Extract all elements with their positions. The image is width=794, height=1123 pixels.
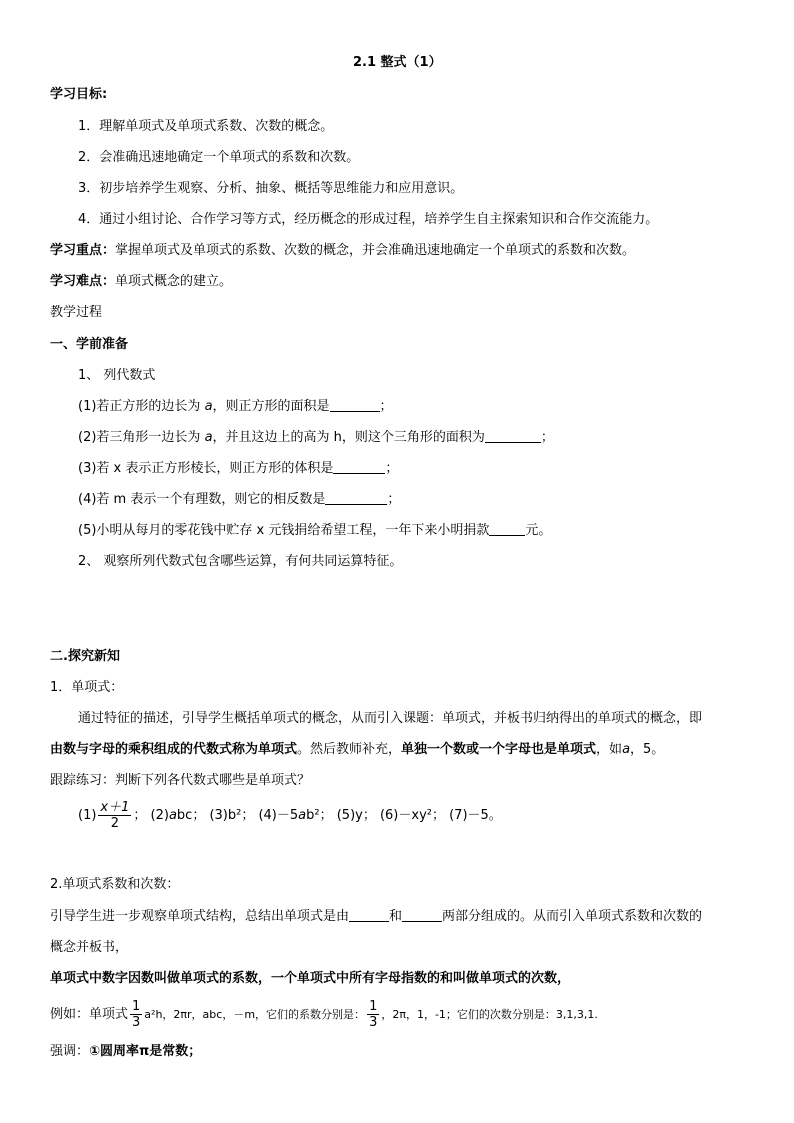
fraction: $\frac{1}{3}$ [369, 999, 378, 1030]
example: 例如：单项式 $\frac{1}{3}$ a²h，2πr，abc，－m，它们的系数分别是： $\frac{1}{3}$ ，2π，1，-1；它们的次数分别是：3,1,3,1. [50, 999, 598, 1030]
section2-sub1: 1．单项式： [50, 680, 124, 695]
page-title: 2.1 整式（1） [353, 55, 442, 70]
emphasis: 强调：①圆周率π是常数； [50, 1044, 202, 1059]
process-title: 教学过程 [50, 305, 103, 320]
key-point [50, 242, 635, 260]
key-point-label: 学习重点： [50, 243, 116, 258]
answer-blank[interactable] [485, 429, 541, 443]
question-2: (2)若三角形一边长为 a，并且这边上的高为 h，则这个三角形的面积为 ； [78, 430, 554, 445]
difficulty-text: 单项式概念的建立。 [115, 274, 233, 289]
fraction: $\frac{x+1}{2}$ [100, 800, 130, 831]
paragraph: 概念并板书， [50, 940, 129, 955]
question-3: (3)若 x 表示正方形棱长，则正方形的体积是 ； [78, 461, 399, 476]
objectives-heading: 学习目标: [50, 87, 108, 102]
answer-blank[interactable] [325, 491, 387, 505]
paragraph: 由数与字母的乘积组成的代数式称为单项式。然后教师补充，单独一个数或一个字母也是单项式，如a，5。 [50, 742, 665, 757]
fraction: $\frac{1}{3}$ [132, 999, 141, 1030]
answer-blank[interactable] [330, 398, 380, 412]
section2-sub2: 2.单项式系数和次数： [50, 877, 180, 892]
paragraph: 通过特征的描述，引导学生概括单项式的概念，从而引入课题：单项式，并板书归纳得出的单项式的概念，即 [78, 711, 703, 726]
question-4: (4)若 m 表示一个有理数，则它的相反数是 ； [78, 492, 401, 507]
objective-item: 2．会准确迅速地确定一个单项式的系数和次数。 [78, 150, 360, 165]
difficulty-label: 学习难点： [50, 274, 116, 289]
practice-expressions: (1) $\frac{x+1}{2}$ ； (2)abc； (3)b²； (4)－5ab²； (5)y； (6)－xy²； (7)－5。 [78, 800, 502, 831]
answer-blank[interactable] [349, 908, 389, 922]
definition: 单项式中数字因数叫做单项式的系数，一个单项式中所有字母指数的和叫做单项式的次数， [50, 971, 571, 986]
section1-sub2: 2、 观察所列代数式包含哪些运算，有何共同运算特征。 [78, 554, 403, 569]
section1-sub1: 1、 列代数式 [78, 368, 156, 383]
objective-item: 3．初步培养学生观察、分析、抽象、概括等思维能力和应用意识。 [78, 181, 464, 196]
objective-item: 1．理解单项式及单项式系数、次数的概念。 [78, 119, 334, 134]
question-5: (5)小明从每月的零花钱中贮存 x 元钱捐给希望工程，一年下来小明捐款 元。 [78, 523, 552, 538]
answer-blank[interactable] [333, 460, 385, 474]
difficulty [50, 273, 232, 291]
practice-prompt: 跟踪练习：判断下列各代数式哪些是单项式？ [50, 773, 311, 788]
objective-item: 4．通过小组讨论、合作学习等方式，经历概念的形成过程，培养学生自主探索知识和合作交流能力。 [78, 212, 659, 227]
section1-heading: 一、学前准备 [50, 337, 129, 352]
key-point-text: 掌握单项式及单项式的系数、次数的概念，并会准确迅速地确定一个单项式的系数和次数。 [115, 243, 636, 258]
paragraph: 引导学生进一步观察单项式结构，总结出单项式是由 和 两部分组成的。从而引入单项式系数和次数的 [50, 909, 703, 924]
answer-blank[interactable] [489, 522, 525, 536]
answer-blank[interactable] [402, 908, 442, 922]
section2-heading: 二.探究新知 [50, 649, 120, 664]
question-1: (1)若正方形的边长为 a，则正方形的面积是 ； [78, 399, 393, 414]
